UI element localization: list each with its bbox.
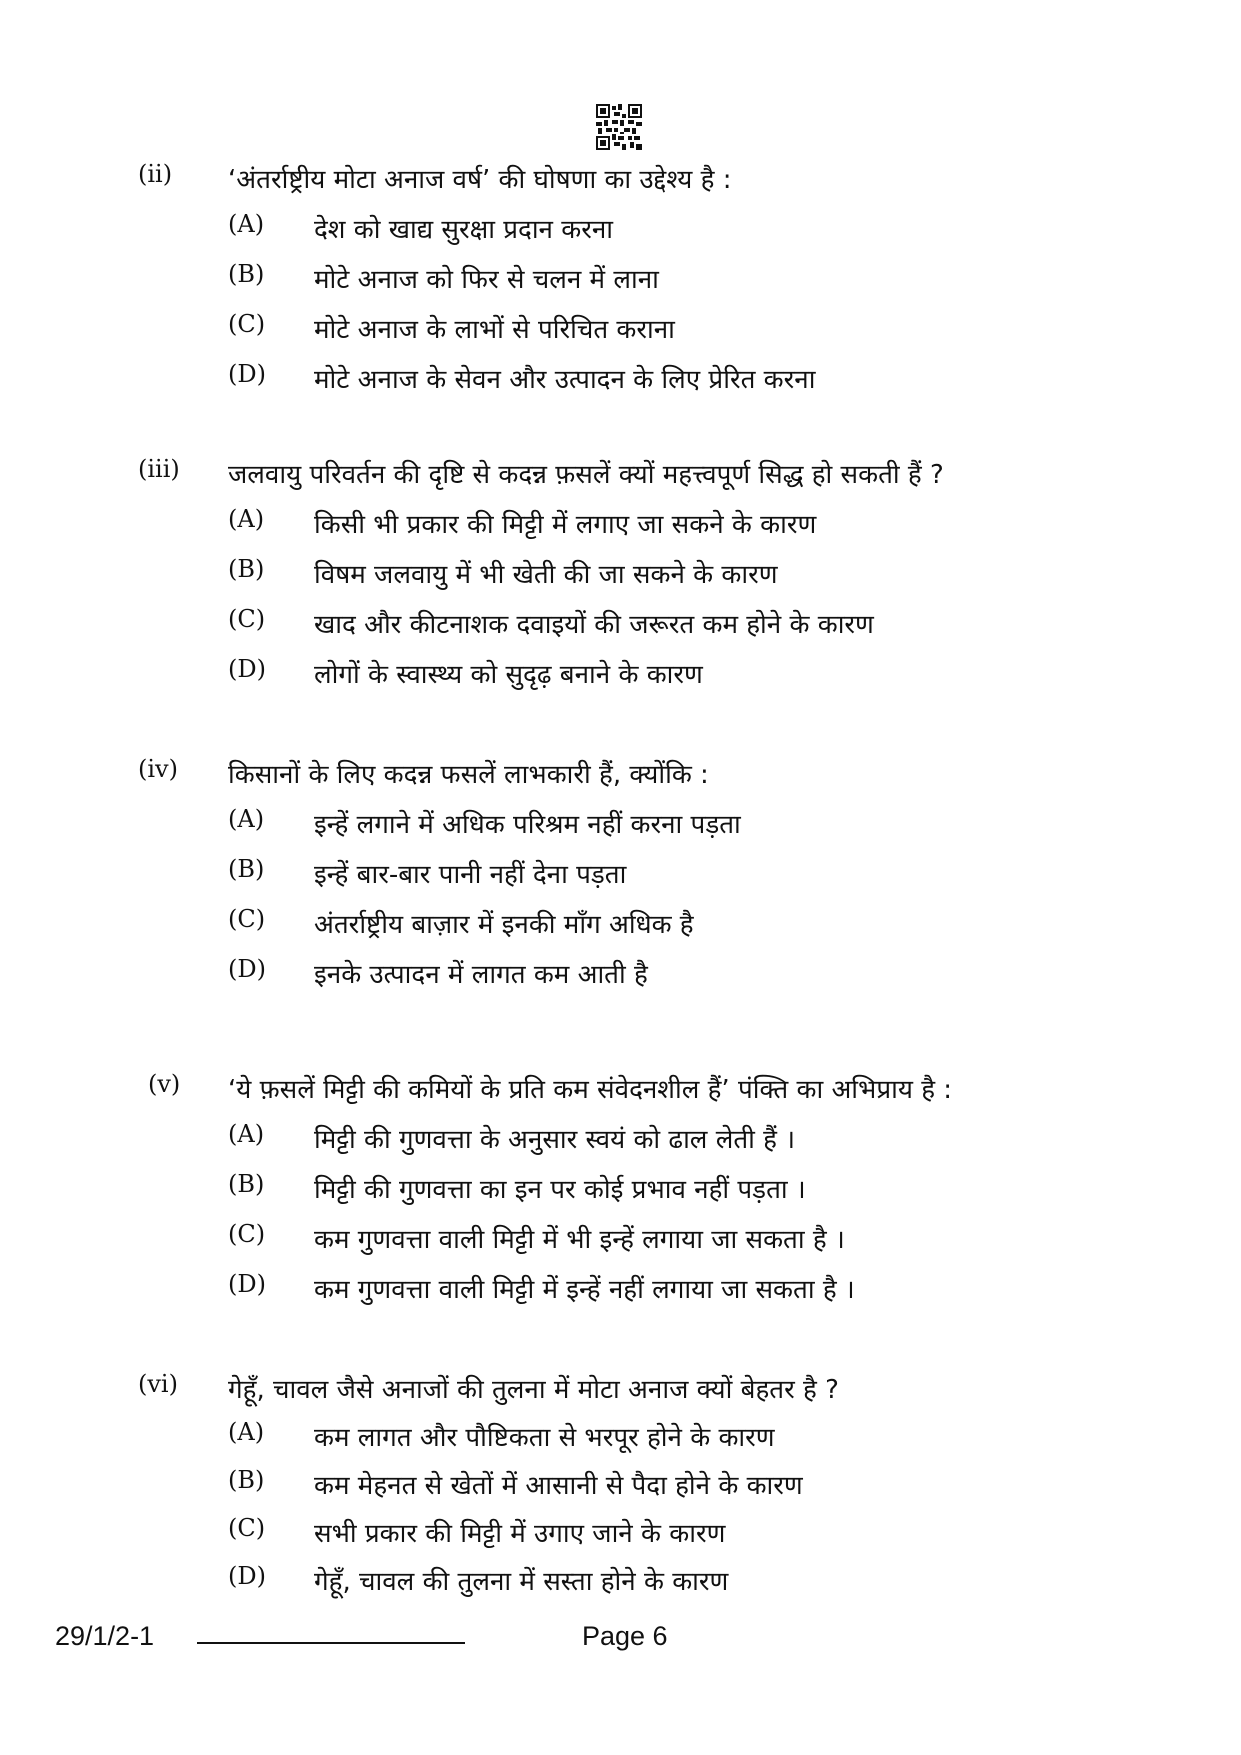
option xyxy=(0,1562,1241,1606)
option-label: (C) xyxy=(228,1220,266,1248)
question-number: (iii) xyxy=(138,455,180,483)
page-number: Page 6 xyxy=(582,1621,668,1651)
option-label: (B) xyxy=(228,1466,265,1494)
option-text: लोगों के स्वास्थ्य को सुदृढ़ बनाने के कारण xyxy=(314,660,703,690)
option xyxy=(0,310,1241,354)
question-text: ‘अंतर्राष्ट्रीय मोटा अनाज वर्ष’ की घोषणा का उद्देश्य है : xyxy=(228,165,732,195)
option xyxy=(0,1220,1241,1264)
option-text: मोटे अनाज के लाभों से परिचित कराना xyxy=(314,315,675,345)
option-text: कम गुणवत्ता वाली मिट्टी में इन्हें नहीं लगाया जा सकता है । xyxy=(314,1275,855,1305)
paper-code: 29/1/2-1 xyxy=(55,1621,155,1651)
option xyxy=(0,1466,1241,1510)
qr-code-icon xyxy=(596,104,642,150)
question-number: (ii) xyxy=(138,160,173,188)
option-label: (B) xyxy=(228,260,265,288)
option xyxy=(0,1120,1241,1164)
option-label: (D) xyxy=(228,955,266,983)
option-text: किसी भी प्रकार की मिट्टी में लगाए जा सकने के कारण xyxy=(314,510,817,540)
option-text: सभी प्रकार की मिट्टी में उगाए जाने के कारण xyxy=(314,1519,726,1549)
question-text: किसानों के लिए कदन्न फसलें लाभकारी हैं, क्योंकि : xyxy=(228,760,709,790)
footer-divider xyxy=(197,1642,465,1644)
option xyxy=(0,1418,1241,1462)
option-label: (C) xyxy=(228,1514,266,1542)
question-number: (v) xyxy=(148,1070,181,1098)
question-number: (iv) xyxy=(138,755,178,783)
question-text: गेहूँ, चावल जैसे अनाजों की तुलना में मोटा अनाज क्यों बेहतर है ? xyxy=(228,1375,839,1405)
option-label: (B) xyxy=(228,555,265,583)
option xyxy=(0,505,1241,549)
option-label: (A) xyxy=(228,1120,265,1148)
option-text: कम गुणवत्ता वाली मिट्टी में भी इन्हें लगाया जा सकता है । xyxy=(314,1225,845,1255)
option-text: खाद और कीटनाशक दवाइयों की जरूरत कम होने के कारण xyxy=(314,610,874,640)
option-label: (A) xyxy=(228,210,265,238)
option-label: (B) xyxy=(228,1170,265,1198)
option xyxy=(0,1270,1241,1314)
option-label: (D) xyxy=(228,655,266,683)
option xyxy=(0,805,1241,849)
option-label: (C) xyxy=(228,605,266,633)
question-text: जलवायु परिवर्तन की दृष्टि से कदन्न फ़सलें क्यों महत्त्वपूर्ण सिद्ध हो सकती हैं ? xyxy=(228,460,944,490)
option-label: (B) xyxy=(228,855,265,883)
option-text: कम लागत और पौष्टिकता से भरपूर होने के कारण xyxy=(314,1423,775,1453)
option-label: (A) xyxy=(228,505,265,533)
option xyxy=(0,905,1241,949)
option-text: गेहूँ, चावल की तुलना में सस्ता होने के कारण xyxy=(314,1567,729,1597)
option-label: (D) xyxy=(228,1562,266,1590)
option-label: (A) xyxy=(228,1418,265,1446)
option xyxy=(0,605,1241,649)
option-text: कम मेहनत से खेतों में आसानी से पैदा होने के कारण xyxy=(314,1471,803,1501)
option xyxy=(0,210,1241,254)
option xyxy=(0,855,1241,899)
option xyxy=(0,260,1241,304)
option xyxy=(0,655,1241,699)
option-label: (C) xyxy=(228,905,266,933)
option xyxy=(0,955,1241,999)
option-text: इन्हें बार-बार पानी नहीं देना पड़ता xyxy=(314,860,627,890)
option-text: अंतर्राष्ट्रीय बाज़ार में इनकी माँग अधिक है xyxy=(314,910,694,940)
option-text: देश को खाद्य सुरक्षा प्रदान करना xyxy=(314,215,614,245)
option-text: इन्हें लगाने में अधिक परिश्रम नहीं करना पड़ता xyxy=(314,810,741,840)
option xyxy=(0,360,1241,404)
question-number: (vi) xyxy=(138,1370,178,1398)
option-label: (A) xyxy=(228,805,265,833)
option-label: (D) xyxy=(228,1270,266,1298)
option-label: (C) xyxy=(228,310,266,338)
option xyxy=(0,1514,1241,1558)
option-text: मोटे अनाज के सेवन और उत्पादन के लिए प्रेरित करना xyxy=(314,365,816,395)
option xyxy=(0,555,1241,599)
question-text: ‘ये फ़सलें मिट्टी की कमियों के प्रति कम संवेदनशील हैं’ पंक्ति का अभिप्राय है : xyxy=(228,1075,953,1105)
option-text: विषम जलवायु में भी खेती की जा सकने के कारण xyxy=(314,560,778,590)
option-text: मिट्टी की गुणवत्ता के अनुसार स्वयं को ढाल लेती हैं । xyxy=(314,1125,796,1155)
option-text: इनके उत्पादन में लागत कम आती है xyxy=(314,960,648,990)
option-text: मोटे अनाज को फिर से चलन में लाना xyxy=(314,265,659,295)
option xyxy=(0,1170,1241,1214)
option-label: (D) xyxy=(228,360,266,388)
option-text: मिट्टी की गुणवत्ता का इन पर कोई प्रभाव नहीं पड़ता । xyxy=(314,1175,806,1205)
